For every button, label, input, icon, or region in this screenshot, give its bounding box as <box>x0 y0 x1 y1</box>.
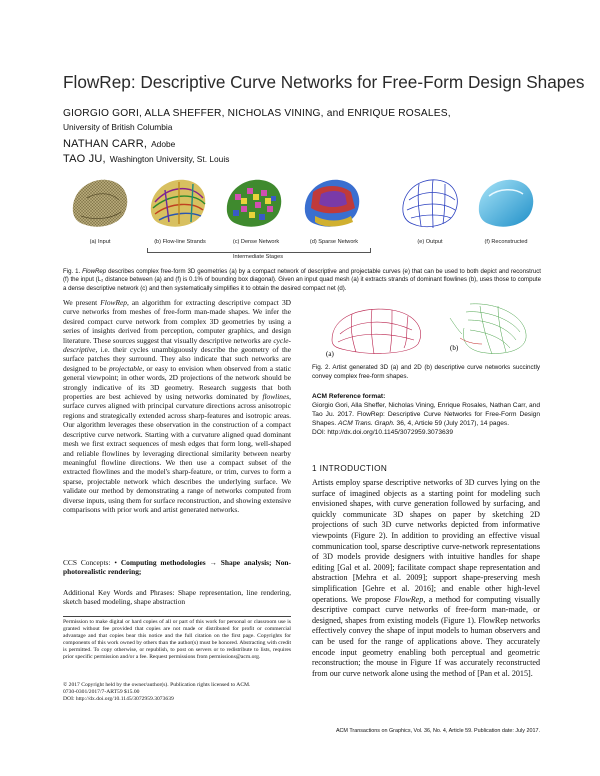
affiliation-2: Adobe <box>151 139 176 149</box>
mouse-input-mesh-image <box>67 172 133 232</box>
acm-reference-heading: ACM Reference format: <box>312 393 386 400</box>
author-line-3: TAO JU, <box>63 153 106 165</box>
fig2-label-a: (a) <box>326 350 334 358</box>
author-line-2: NATHAN CARR, <box>63 138 148 150</box>
figure-1-caption-name: FlowRep <box>82 268 107 275</box>
introduction-body: Artists employ sparse descriptive networks of 3D curves lying on the surface of imagined objects as a starting point for modeling such envisioned shapes, with curve generation followed by surfacing, and quickly communicate 3D shapes on paper by sketching 2D projections of such 3D curve networks depicted from informative viewpoints (Figure 2). In addition to providing an effective visual communication tool, sparse descriptive curve-network representations of 3D models provide designers with intuitive handles for shape editing [Gal et al. 2009]; facilitate compact shape representation and abstraction [Mehra et al. 2009]; support shape-preserving mesh simplification [Gehre et al. 2016]; and enable other high-level operations. We propose FlowRep, a method for computing visually descriptive compact curve networks of free-form man-made, or designed, shapes from existing models (Figure 1). FlowRep networks effectively convey the shape of input models to human observers and can be used for the range of applications above. They accurately encode input geometry enabling both perceptual and geometric reconstruction; the mouse in Figure 1f was accurately reconstructed from our curve network alone using the method of [Pan et al. 2015]. <box>312 478 541 678</box>
figure-1-caption-text: describes complex free-form 3D geometries (a) by a compact network of descriptive and projectable curves (e) that can be used to both depict and reconstruct (f) the input (L₂ distance between (a) and (f) is 0.1% of bounding box diagonal). Given an input quad mesh (a) it extracts strands of dominant flowlines (b), uses those to compute a dense descriptive network (c) and then systematically simplifies it to obtain the desired compact net (d). <box>63 268 541 292</box>
copyright-block: © 2017 Copyright held by the owner/author(s). Publication rights licensed to ACM. 0730-0301/2017/7-ART59 $15.00 DOI: http://dx.doi.org/10.1145/3072959.3073639 <box>63 682 251 703</box>
panel-label-d: (d) Sparse Network <box>309 239 359 245</box>
artist-2d-curves-image <box>440 298 536 358</box>
panel-label-b: (b) Flow-line Strands <box>154 239 206 245</box>
permission-rule <box>63 616 291 617</box>
figure-1-caption-label: Fig. 1. <box>63 268 81 275</box>
acm-reference-doi: DOI: http://dx.doi.org/10.1145/3072959.3073639 <box>312 429 454 437</box>
figure-1-caption <box>63 268 541 293</box>
mouse-flowline-strands-image <box>145 172 211 232</box>
author-block-3 <box>63 149 229 167</box>
figure-2-caption: Fig. 2. Artist generated 3D (a) and 2D (b) descriptive curve networks succinctly convey complex free-form shapes. <box>312 364 540 380</box>
artist-3d-curves-image <box>322 300 432 358</box>
intermediate-bracket <box>147 248 371 253</box>
abstract: We present FlowRep, an algorithm for extracting descriptive compact 3D curve networks from meshes of free-form man-made shapes. We infer the desired compact curve network from complex 3D geometries by using a series of insights derived from perception, computer graphics, and design literature. These sources suggest that visually descriptive networks are cycle-descriptive, i.e. their cycles unambiguously describe the geometry of the surface patches they surround. They also indicate that such networks are designed to be projectable, or easy to envision when observed from a static general viewpoint; in other words, 2D projections of the network should be strongly indicative of its 3D geometry. Research suggests that both properties are best achieved by using networks dominated by flowlines, surface curves aligned with principal curvature directions across anisotropic regions and strategically extended across sharp-features and isotropic areas. Our algorithm leverages these observation in the construction of a compact descriptive curve network. Starting with a curvature aligned quad dominant mesh we first extract sequences of mesh edges that form long, well-shaped and reliable flowlines by leveraging directional similarity between nearby meaningful flowline directions. We then use a compact subset of the extracted flowlines and the model's sharp-feature, or trim, curves to form a sparse, projectable network which describes the underlying surface. We validate our method by demonstrating a range of networks computed from diverse inputs, using them for surface reconstruction, and showing extensive comparisons with prior work and artist generated networks. <box>63 298 291 514</box>
figure-1 <box>63 170 543 266</box>
panel-label-f: (f) Reconstructed <box>484 239 528 245</box>
figure-2 <box>312 298 540 362</box>
acm-reference: ACM Reference format: Giorgio Gori, Alla Sheffer, Nicholas Vining, Enrique Rosales, Nathan Carr, and Tao Ju. 2017. FlowRep: Descriptive Curve Networks for Free-Form Design Shapes. ACM Trans. Graph. 36, 4, Article 59 (July 2017), 14 pages. DOI: http://dx.doi.org/10.1145/3072959.3073639 <box>312 393 540 437</box>
permission-notice: Permission to make digital or hard copies of all or part of this work for personal or classroom use is granted without fee provided that copies are not made or distributed for profit or commercial advantage and that copies bear this notice and the full citation on the first page. Copyrights for components of this work owned by others than the author(s) must be honored. Abstracting with credit is permitted. To copy otherwise, or republish, to post on servers or to redistribute to lists, requires prior specific permission and/or a fee. Request permissions from permissions@acm.org. <box>63 619 291 661</box>
mouse-reconstructed-image <box>473 172 539 232</box>
paper-title: FlowRep: Descriptive Curve Networks for Free-Form Design Shapes <box>63 72 585 92</box>
abstract-flowrep-name: FlowRep <box>100 298 127 307</box>
intermediate-stages-label: Intermediate Stages <box>232 254 284 260</box>
panel-label-c: (c) Dense Network <box>232 239 280 245</box>
ccs-concepts: CCS Concepts: • Computing methodologies → Shape analysis; Non-photorealistic rendering; <box>63 558 291 577</box>
mouse-output-curves-image <box>397 172 463 232</box>
affiliation-1: University of British Columbia <box>63 122 173 132</box>
panel-label-a: (a) Input <box>89 239 111 245</box>
mouse-dense-network-image <box>221 172 287 232</box>
page-footer: ACM Transactions on Graphics, Vol. 36, No. 4, Article 59. Publication date: July 2017. <box>335 728 540 734</box>
introduction-heading: 1 INTRODUCTION <box>312 464 388 473</box>
affiliation-3: Washington University, St. Louis <box>109 154 230 164</box>
mouse-sparse-network-image <box>299 172 365 232</box>
panel-label-e: (e) Output <box>417 239 443 245</box>
keywords: Additional Key Words and Phrases: Shape representation, line rendering, sketch based modeling, shape abstraction <box>63 588 291 607</box>
author-line-1: GIORGIO GORI, ALLA SHEFFER, NICHOLAS VINING, and ENRIQUE ROSALES, <box>63 108 451 119</box>
fig2-label-b: (b) <box>450 344 459 352</box>
